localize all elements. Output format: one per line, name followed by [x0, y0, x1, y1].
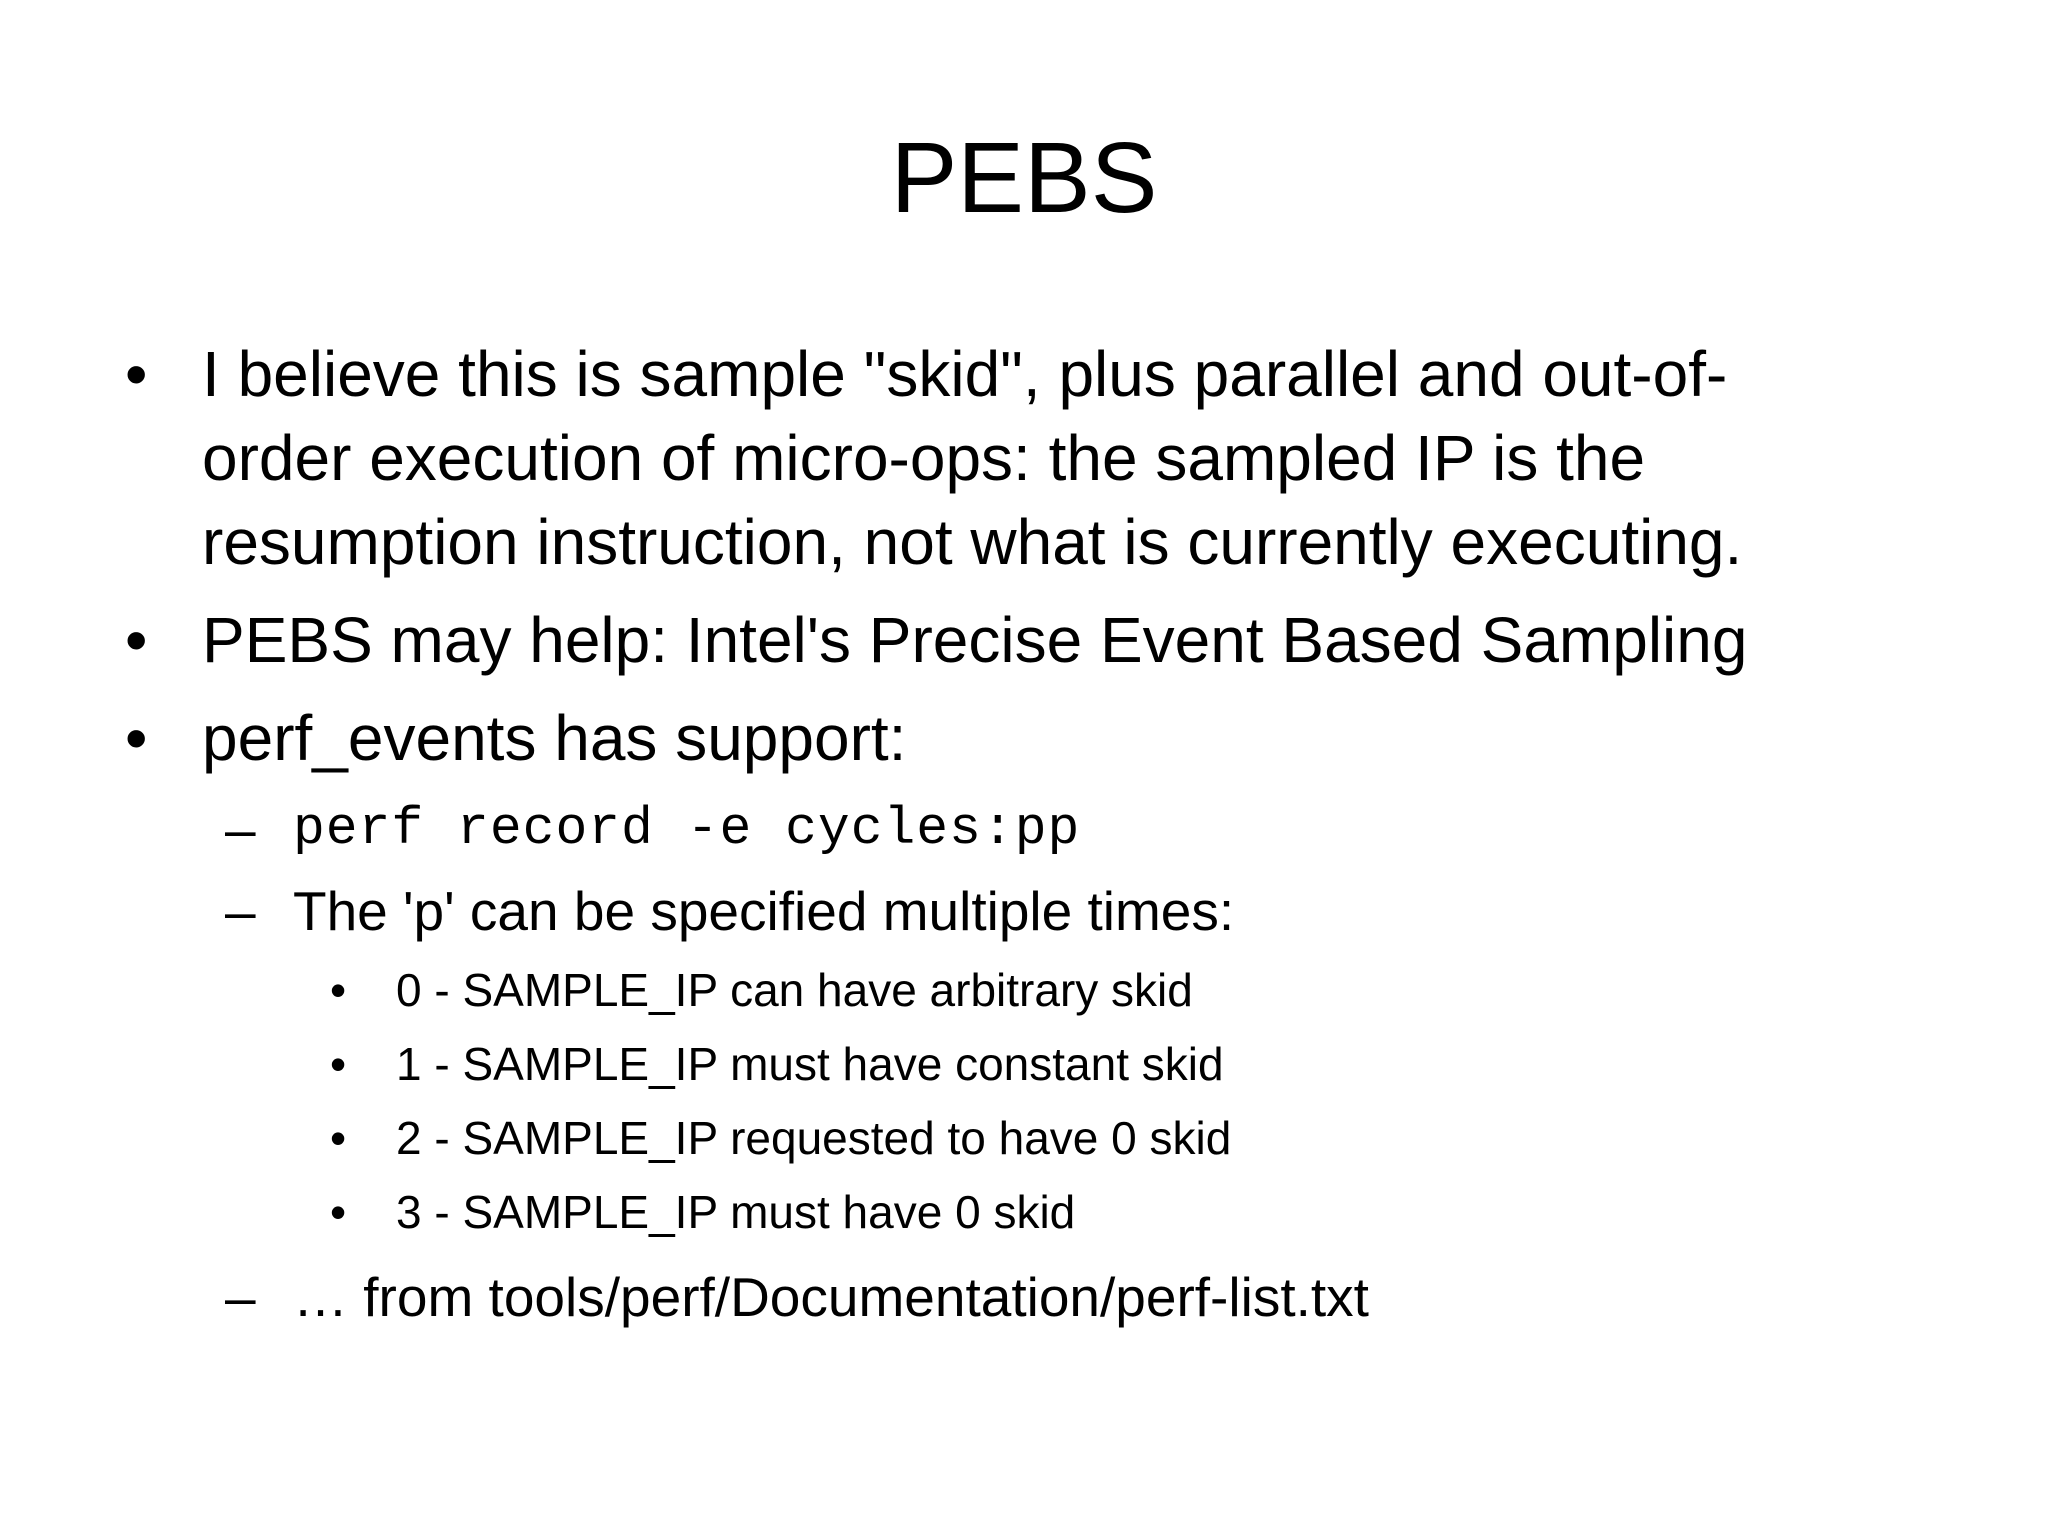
- slide-title: PEBS: [890, 122, 1158, 234]
- sub-sub-item-text: 3 - SAMPLE_IP must have 0 skid: [396, 1186, 1076, 1238]
- bullet-marker: •: [330, 1112, 347, 1164]
- bullet-marker: •: [125, 338, 148, 410]
- code-command: perf record -e cycles:pp: [293, 799, 1081, 859]
- bullet-text: I believe this is sample "skid", plus parallel and out-of-: [202, 338, 1728, 410]
- bullet-marker: •: [125, 702, 148, 774]
- sub-sub-item-text: 0 - SAMPLE_IP can have arbitrary skid: [396, 964, 1193, 1016]
- dash-marker: –: [225, 880, 256, 942]
- bullet-text: resumption instruction, not what is currently executing.: [202, 506, 1743, 578]
- bullet-text: PEBS may help: Intel's Precise Event Based Sampling: [202, 604, 1748, 676]
- bullet-marker: •: [330, 1186, 347, 1238]
- sub-item-text: … from tools/perf/Documentation/perf-list.txt: [293, 1266, 1369, 1328]
- sub-sub-item-text: 2 - SAMPLE_IP requested to have 0 skid: [396, 1112, 1232, 1164]
- bullet-marker: •: [125, 604, 148, 676]
- dash-marker: –: [225, 798, 256, 860]
- sub-sub-item-text: 1 - SAMPLE_IP must have constant skid: [396, 1038, 1224, 1090]
- bullet-text: order execution of micro-ops: the sampled IP is the: [202, 422, 1646, 494]
- bullet-marker: •: [330, 1038, 347, 1090]
- bullet-text: perf_events has support:: [202, 702, 907, 774]
- bullet-marker: •: [330, 964, 347, 1016]
- sub-item-text: The 'p' can be specified multiple times:: [293, 880, 1235, 942]
- dash-marker: –: [225, 1266, 256, 1328]
